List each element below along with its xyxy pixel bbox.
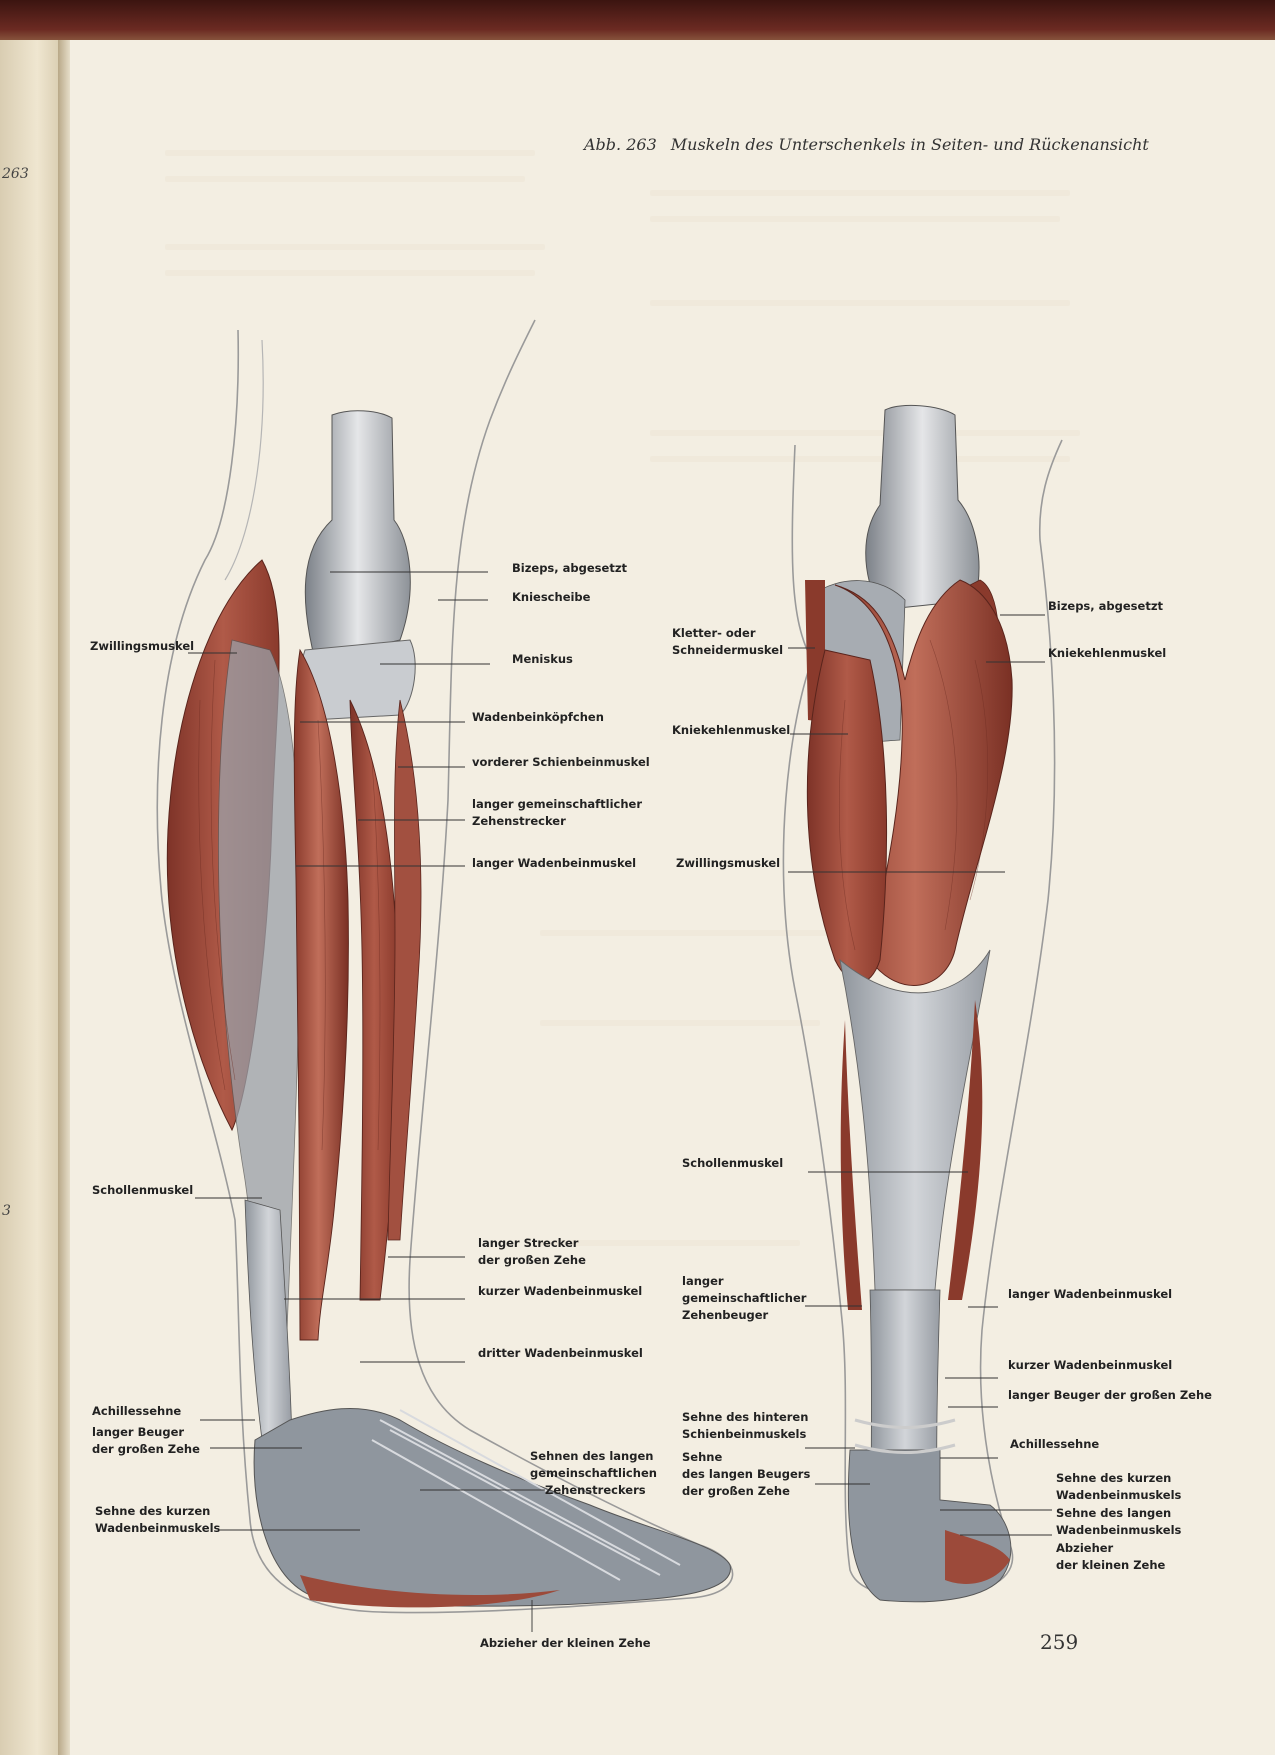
page-number: 259 <box>1040 1630 1079 1654</box>
label-sehne-kurz-back-line1: Sehne des kurzen <box>1056 1471 1172 1485</box>
leg-side-view <box>157 320 732 1613</box>
label-kurzer-wadenbeinmuskel-side: kurzer Wadenbeinmuskel <box>478 1284 643 1298</box>
gastrocnemius-medial <box>807 650 886 983</box>
label-strecker-zehe-line1: langer Strecker <box>478 1236 579 1250</box>
label-zehenstrecker-line1: langer gemeinschaftlicher <box>472 797 643 811</box>
label-sehne-kurz-back-line2: Wadenbeinmuskels <box>1056 1488 1182 1502</box>
label-zehenbeuger-line1: langer <box>682 1274 724 1288</box>
label-wadenbeinkoepfchen: Wadenbeinköpfchen <box>472 710 604 724</box>
peroneus-longus <box>294 650 348 1340</box>
label-sehnen-zehenstrecker-line3: Zehenstreckers <box>545 1483 646 1497</box>
label-sehne-lang-back-line1: Sehne des langen <box>1056 1506 1172 1520</box>
label-langer-wadenbeinmuskel-side: langer Wadenbeinmuskel <box>472 856 637 870</box>
label-sehne-lang-back-line2: Wadenbeinmuskels <box>1056 1523 1182 1537</box>
label-schollenmuskel-side: Schollenmuskel <box>92 1183 194 1197</box>
facing-page-number: 263 <box>2 166 29 182</box>
label-zehenstrecker-line2: Zehenstrecker <box>472 814 566 828</box>
femur-back <box>866 405 979 610</box>
label-kurzer-wadenbeinmuskel-back: kurzer Wadenbeinmuskel <box>1008 1358 1173 1372</box>
label-langer-beuger-back: langer Beuger der großen Zehe <box>1008 1388 1212 1402</box>
figure-number: Abb. 263 <box>584 135 657 154</box>
label-kniescheibe: Kniescheibe <box>512 590 591 604</box>
label-bizeps-back: Bizeps, abgesetzt <box>1048 599 1164 613</box>
label-kletter-line2: Schneidermuskel <box>672 643 784 657</box>
label-sehne-kurz-side-line2: Wadenbeinmuskels <box>95 1521 221 1535</box>
label-kletter-line1: Kletter- oder <box>672 626 756 640</box>
label-sehne-beuger-line2: des langen Beugers <box>682 1467 811 1481</box>
label-kniekehlenmuskel-left: Kniekehlenmuskel <box>672 723 791 737</box>
label-sehnen-zehenstrecker-line2: gemeinschaftlichen <box>530 1466 657 1480</box>
femur-bone <box>305 411 410 660</box>
label-hinterer-line1: Sehne des hinteren <box>682 1410 809 1424</box>
facing-page-fragment: 3 <box>2 1203 11 1219</box>
label-sehne-beuger-line1: Sehne <box>682 1450 723 1464</box>
label-dritter-wadenbeinmuskel: dritter Wadenbeinmuskel <box>478 1346 643 1360</box>
label-schollenmuskel-back: Schollenmuskel <box>682 1156 784 1170</box>
skin-outline-inner <box>225 340 263 580</box>
label-bizeps-side: Bizeps, abgesetzt <box>512 561 628 575</box>
label-zwillingsmuskel-side: Zwillingsmuskel <box>90 639 195 653</box>
label-zehenbeuger-line3: Zehenbeuger <box>682 1308 769 1322</box>
figure-title: Muskeln des Unterschenkels in Seiten- und Rückenansicht <box>670 135 1149 154</box>
label-kniekehlenmuskel-right: Kniekehlenmuskel <box>1048 646 1167 660</box>
label-beuger-zehe-line1: langer Beuger <box>92 1425 185 1439</box>
label-langer-wadenbeinmuskel-back: langer Wadenbeinmuskel <box>1008 1287 1173 1301</box>
label-vorderer-schienbeinmuskel: vorderer Schienbeinmuskel <box>472 755 650 769</box>
label-achillessehne-back: Achillessehne <box>1010 1437 1100 1451</box>
label-hinterer-line2: Schienbeinmuskels <box>682 1427 807 1441</box>
label-strecker-zehe-line2: der großen Zehe <box>478 1253 586 1267</box>
label-meniskus: Meniskus <box>512 652 573 666</box>
label-sehnen-zehenstrecker-line1: Sehnen des langen <box>530 1449 654 1463</box>
label-abzieher-side: Abzieher der kleinen Zehe <box>480 1636 651 1650</box>
label-abzieher-back-line2: der kleinen Zehe <box>1056 1558 1166 1572</box>
label-sehne-kurz-side-line1: Sehne des kurzen <box>95 1504 211 1518</box>
label-abzieher-back-line1: Abzieher <box>1056 1541 1114 1555</box>
label-sehne-beuger-line3: der großen Zehe <box>682 1484 790 1498</box>
label-zwillingsmuskel-back: Zwillingsmuskel <box>676 856 781 870</box>
label-zehenbeuger-line2: gemeinschaftlicher <box>682 1291 807 1305</box>
label-achillessehne-side: Achillessehne <box>92 1404 182 1418</box>
leg-back-view <box>783 405 1062 1601</box>
label-beuger-zehe-line2: der großen Zehe <box>92 1442 200 1456</box>
